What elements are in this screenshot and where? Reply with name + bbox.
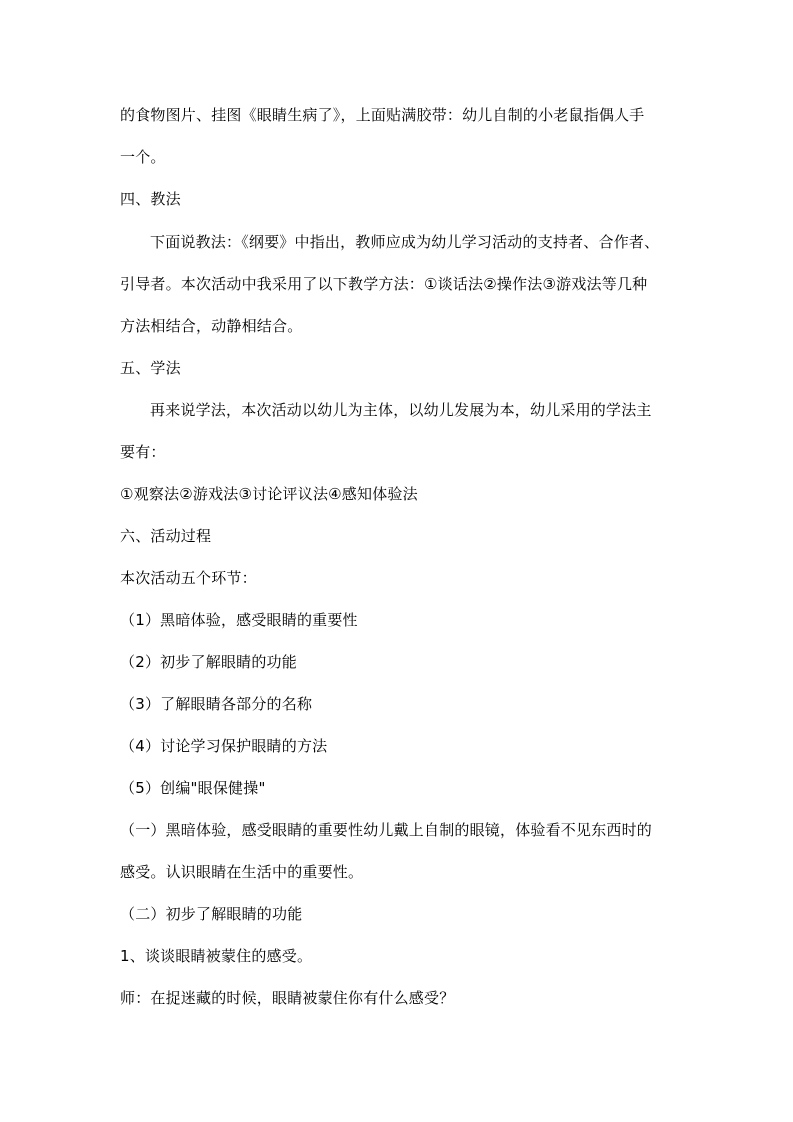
list-item: （4）讨论学习保护眼睛的方法 bbox=[120, 737, 328, 755]
paragraph-line: 要有： bbox=[120, 443, 166, 461]
list-item: （2）初步了解眼睛的功能 bbox=[120, 653, 297, 671]
paragraph-line: 的食物图片、挂图《眼睛生病了》，上面贴满胶带：幼儿自制的小老鼠指偶人手 bbox=[120, 106, 645, 124]
paragraph-line: 师：在捉迷藏的时候，眼睛被蒙住你有什么感受？ bbox=[120, 989, 455, 1007]
paragraph-line: 1、谈谈眼睛被蒙住的感受。 bbox=[120, 947, 313, 965]
list-item: （3）了解眼睛各部分的名称 bbox=[120, 695, 313, 713]
list-item: （5）创编"眼保健操" bbox=[120, 779, 266, 797]
section-heading-activity-process: 六、活动过程 bbox=[120, 527, 212, 545]
paragraph-line: 本次活动五个环节： bbox=[120, 569, 257, 587]
paragraph-line: ①观察法②游戏法③讨论评议法④感知体验法 bbox=[120, 485, 418, 503]
section-heading-teaching-method: 四、教法 bbox=[120, 190, 181, 208]
paragraph-line: 一个。 bbox=[120, 148, 166, 166]
subsection-heading: （二）初步了解眼睛的功能 bbox=[120, 905, 303, 923]
paragraph-line: 下面说教法：《纲要》中指出，教师应成为幼儿学习活动的支持者、合作者、 bbox=[150, 233, 660, 251]
list-item: （1）黑暗体验，感受眼睛的重要性 bbox=[120, 611, 358, 629]
paragraph-line: 感受。认识眼睛在生活中的重要性。 bbox=[120, 863, 364, 881]
paragraph-line: 方法相结合，动静相结合。 bbox=[120, 317, 303, 335]
section-heading-learning-method: 五、学法 bbox=[120, 359, 181, 377]
paragraph-line: （一）黑暗体验，感受眼睛的重要性幼儿戴上自制的眼镜，体验看不见东西时的 bbox=[120, 821, 653, 839]
paragraph-line: 引导者。本次活动中我采用了以下教学方法：①谈话法②操作法③游戏法等几种 bbox=[120, 275, 648, 293]
paragraph-line: 再来说学法，本次活动以幼儿为主体，以幼儿发展为本，幼儿采用的学法主 bbox=[150, 401, 652, 419]
